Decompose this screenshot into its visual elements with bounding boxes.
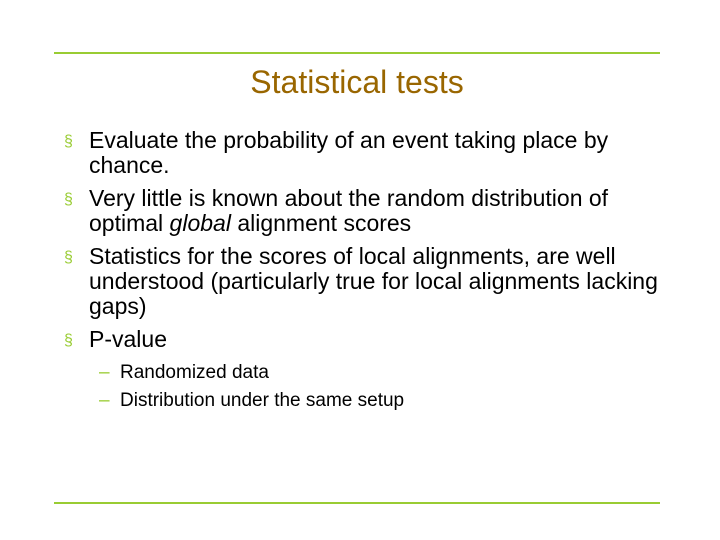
square-bullet-icon: § <box>64 133 73 150</box>
sub-bullet-item <box>64 362 664 384</box>
bullet-text: Very little is known about the random distribution of optimal <box>89 185 609 236</box>
square-bullet-icon: § <box>64 249 73 266</box>
sub-bullet-list <box>64 362 664 412</box>
bullet-item <box>64 128 664 178</box>
sub-bullet-item <box>64 390 664 412</box>
sub-bullet-text: Randomized data <box>120 362 269 383</box>
slide-title: Statistical tests <box>250 64 464 100</box>
square-bullet-icon: § <box>64 332 73 349</box>
bullet-item <box>64 186 664 236</box>
square-bullet-icon: § <box>64 191 73 208</box>
bottom-divider <box>54 502 660 504</box>
bullet-item <box>64 244 664 319</box>
bullet-text: Evaluate the probability of an event taking place by chance. <box>89 127 609 178</box>
dash-bullet-icon: – <box>99 390 110 411</box>
emphasized-word: global <box>169 210 231 236</box>
bullet-text: Statistics for the scores of local alignments, are well understood (particularly true for local alignments lacking gaps) <box>89 243 658 319</box>
bullet-item <box>64 327 664 352</box>
bullet-text-tail: alignment scores <box>230 210 412 236</box>
bullet-text: P-value <box>89 326 167 352</box>
sub-bullet-text: Distribution under the same setup <box>120 390 405 411</box>
top-divider <box>54 52 660 54</box>
dash-bullet-icon: – <box>99 362 110 383</box>
slide-body <box>64 128 664 418</box>
